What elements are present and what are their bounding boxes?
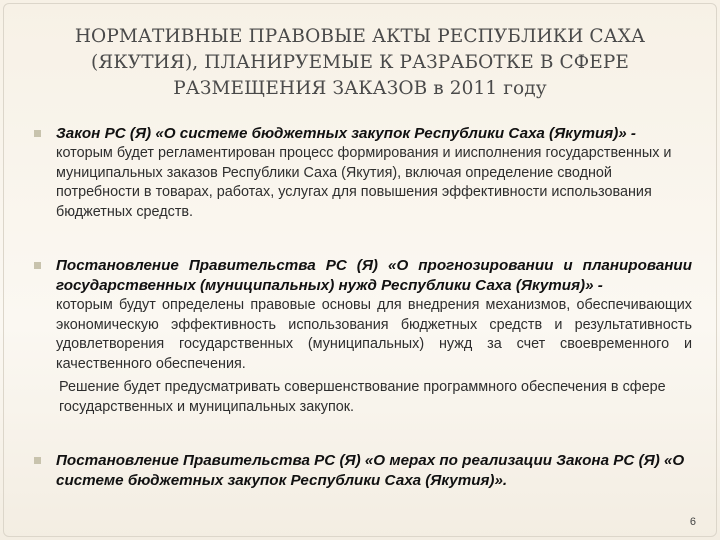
- act-type: Закон РС (Я): [56, 125, 152, 142]
- square-bullet-icon: [34, 130, 41, 137]
- square-bullet-icon: [34, 457, 41, 464]
- list-item: [28, 256, 692, 417]
- act-type: Постановление Правительства РС (Я): [56, 452, 361, 469]
- act-heading: [56, 124, 692, 144]
- act-heading: [56, 256, 692, 296]
- act-name: «О системе бюджетных закупок Республики Саха (Якутия)» -: [155, 125, 636, 142]
- act-name: «О мерах по реализации Закона РС (Я) «О системе бюджетных закупок Республики Саха (Якутия)».: [56, 452, 685, 489]
- square-bullet-icon: [34, 262, 41, 269]
- slide-title: НОРМАТИВНЫЕ ПРАВОВЫЕ АКТЫ РЕСПУБЛИКИ САХА (ЯКУТИЯ), ПЛАНИРУЕМЫЕ К РАЗРАБОТКЕ В СФЕРЕ РАЗМЕЩЕНИЯ ЗАКАЗОВ в 2011 году: [74, 26, 646, 99]
- list-item: [28, 124, 692, 222]
- act-extra-note: Решение будет предусматривать совершенствование программного обеспечения в сфере государственных и муниципальных закупок.: [59, 379, 666, 415]
- list-item: [28, 451, 692, 491]
- act-type: Постановление Правительства РС (Я): [56, 257, 378, 274]
- act-description: которым будет регламентирован процесс формирования и иисполнения государственных и муниципальных заказов Республики Саха (Якутия), включая определение сводной потребности в товарах, работах, услугах для повышения эффективности использования бюджетных средств.: [56, 145, 672, 220]
- act-description: которым будут определены правовые основы для внедрения механизмов, обеспечивающих экономическую эффективность использования бюджетных средств и результативность удовлетворения государственных (муниципальных) нужд за счет своевременного и качественного обеспечения.: [56, 297, 692, 372]
- act-name: «О прогнозировании и планировании государственных (муниципальных) нужд Республики Саха (Якутия)» -: [56, 257, 692, 294]
- slide-content: [28, 124, 692, 491]
- act-heading: [56, 451, 692, 491]
- page-number: 6: [689, 516, 696, 528]
